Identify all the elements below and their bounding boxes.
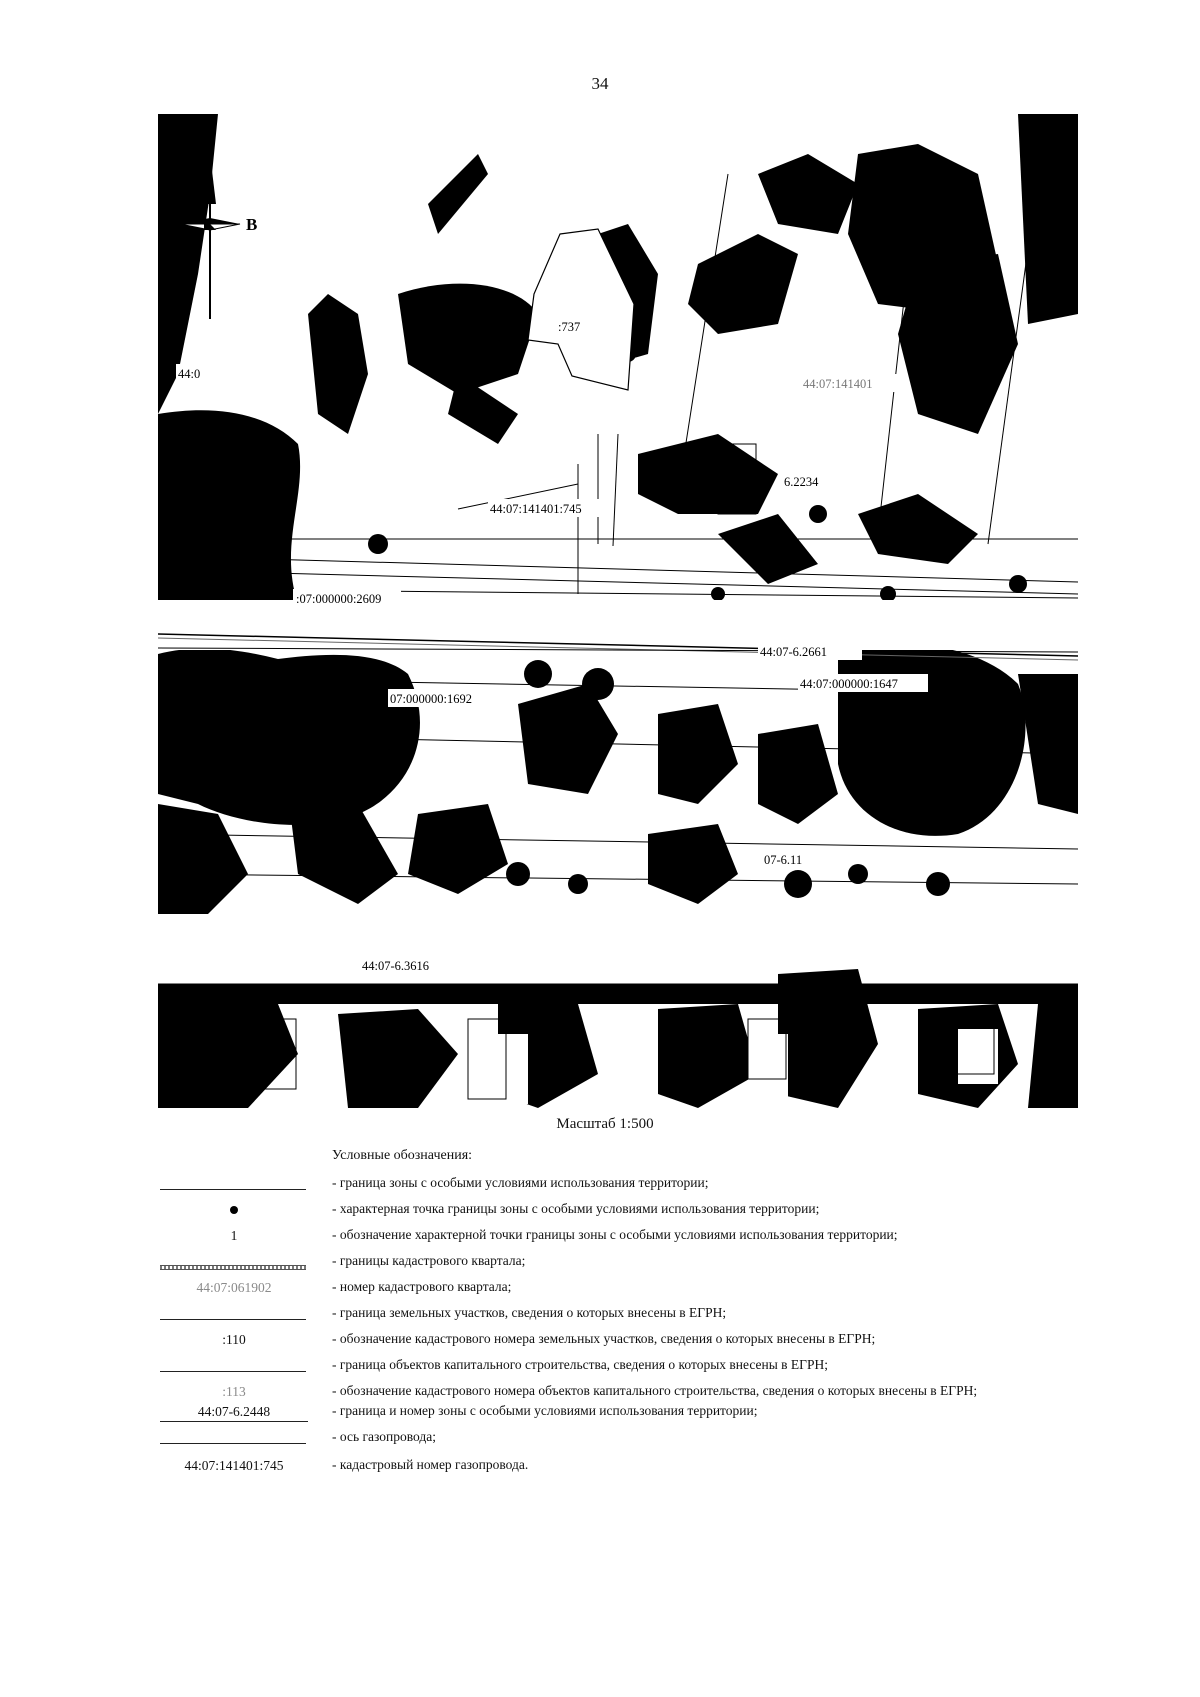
legend-row-pipeline-axis [160,1426,1090,1450]
bottom-gap-3 [958,1029,998,1084]
legend-symbol [160,1172,308,1196]
legend-symbol [160,1454,308,1478]
legend-text: - обозначение кадастрового номера земельных участков, сведения о которых внесены в ЕГРН; [332,1331,876,1346]
legend-symbol [160,1354,308,1378]
map-canvas [158,114,1078,1108]
legend-text: - граница земельных участков, сведения о которых внесены в ЕГРН; [332,1305,727,1320]
bottom-gap-2 [748,1034,788,1104]
legend-row-point-label [160,1224,1090,1248]
line-symbol-icon [160,1319,306,1320]
legend-text: - граница зоны с особыми условиями использования территории; [332,1175,709,1190]
tree-7 [848,864,868,884]
street-corridor [158,600,1078,650]
line-symbol-icon [160,1371,306,1372]
tree-4 [506,862,530,886]
label-cut: 9 [884,263,891,277]
label-parcel-737: :737 [558,320,581,334]
compass-east: В [246,215,258,234]
double-line-symbol-icon [160,1265,306,1270]
legend-row-quarter-number [160,1276,1090,1300]
tree-9 [368,534,388,554]
legend-text: - номер кадастрового квартала; [332,1279,512,1294]
legend-symbol [160,1328,308,1352]
legend-symbol [160,1276,308,1300]
legend-symbol [160,1302,308,1326]
page-number: 34 [591,74,609,93]
tree-5 [568,874,588,894]
dot-symbol-icon [230,1206,238,1214]
line-symbol-icon [160,1443,306,1444]
legend-row-quarter-boundary [160,1250,1090,1274]
label-zone-2661: 44:07-6.2661 [760,645,828,659]
legend-row-parcel-boundary [160,1302,1090,1326]
label-zone-2234: 6.2234 [784,475,819,489]
legend-text: - кадастровый номер газопровода. [332,1457,529,1472]
label-edge: 44:0 [178,367,201,381]
cadastral-map[interactable] [158,114,1078,1108]
legend-text: - граница и номер зоны с особыми условиями использования территории; [332,1403,758,1418]
legend-text: - ось газопровода; [332,1429,436,1444]
compass-west: З [160,215,169,234]
label-quarter-141401: 44:07:141401 [803,377,873,391]
legend-symbol [160,1198,308,1222]
legend-symbol [160,1224,308,1248]
bottom-gap-1 [488,1034,528,1104]
street-corridor-lower [158,944,1078,984]
legend-symbol [160,1250,308,1274]
legend-row-zone-boundary [160,1172,1090,1196]
legend-symbol-text: :110 [222,1332,246,1347]
label-zone-3616: 44:07-6.3616 [362,959,430,973]
legend-row-zone-point [160,1198,1090,1222]
tree-2 [524,660,552,688]
legend-symbol [160,1400,308,1424]
legend-text: - обозначение характерной точки границы зоны с особыми условиями использования территории; [332,1227,898,1242]
tree-13 [1009,575,1027,593]
legend-symbol-text: 1 [230,1228,238,1243]
line-symbol-icon [160,1189,306,1190]
tree-8 [926,872,950,896]
veg-top-edge [1018,114,1078,324]
legend-row-zone-number [160,1400,1090,1424]
map-scale: Масштаб 1:500 [556,1116,654,1132]
legend-row-parcel-number [160,1328,1090,1352]
legend-symbol-text: 44:07:141401:745 [184,1458,284,1473]
label-parcel-2609: :07:000000:2609 [296,592,382,606]
label-parcel-1692: 07:000000:1692 [390,692,472,706]
legend-row-pipeline-number [160,1454,1090,1478]
bottom-band [158,984,1078,1004]
tree-6 [784,870,812,898]
tree-11 [809,505,827,523]
legend-title: Условные обозначения: [332,1148,473,1163]
legend-text: - границы кадастрового квартала; [332,1253,526,1268]
legend-symbol-text: :113 [222,1384,246,1399]
label-pipeline-745: 44:07:141401:745 [490,502,582,516]
legend-symbol-text: 44:07-6.2448 [160,1404,308,1422]
legend-text: - граница объектов капитального строительства, сведения о которых внесены в ЕГРН; [332,1357,828,1372]
legend-text: - обозначение кадастрового номера объектов капитального строительства, сведения о которых внесены в ЕГРН; [332,1383,978,1398]
label-zone-113: 07-6.11 [764,853,803,867]
legend-row-building-boundary [160,1354,1090,1378]
label-parcel-1647: 44:07:000000:1647 [800,677,898,691]
legend-text: - характерная точка границы зоны с особыми условиями использования территории; [332,1201,820,1216]
tree-3 [582,668,614,700]
legend-symbol [160,1426,308,1450]
legend-symbol-text: 44:07:061902 [196,1280,272,1295]
